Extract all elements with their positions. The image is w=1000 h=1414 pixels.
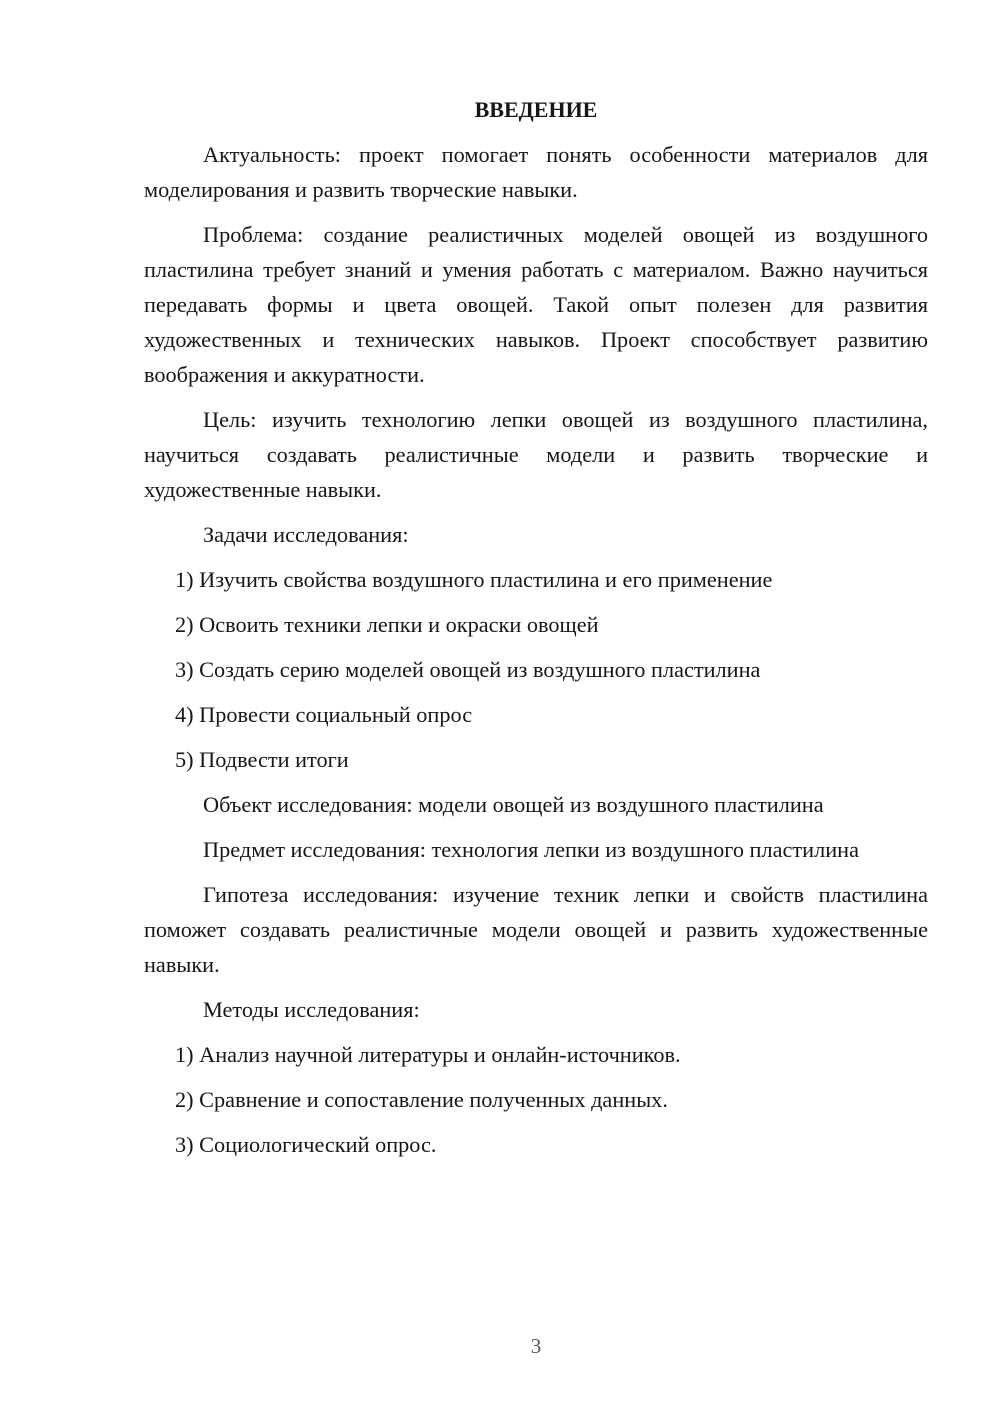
method-item: 3) Социологический опрос. <box>175 1132 437 1157</box>
task-item: 1) Изучить свойства воздушного пластилина и его применение <box>175 567 773 592</box>
goal-paragraph: Цель: изучить технологию лепки овощей из воздушного пластилина, научиться создавать реалистичные модели и развить творческие и художественные навыки. <box>144 407 928 502</box>
hypothesis-paragraph: Гипотеза исследования: изучение техник лепки и свойств пластилина поможет создавать реалистичные модели овощей и развить художественные навыки. <box>144 882 928 977</box>
page-number: 3 <box>530 1334 542 1358</box>
section-title: ВВЕДЕНИЕ <box>474 97 598 122</box>
task-item: 5) Подвести итоги <box>175 747 349 772</box>
object-paragraph: Объект исследования: модели овощей из воздушного пластилина <box>203 792 824 817</box>
tasks-list <box>144 562 928 777</box>
task-item: 2) Освоить техники лепки и окраски овощей <box>175 612 599 637</box>
task-item: 3) Создать серию моделей овощей из воздушного пластилина <box>175 657 761 682</box>
methods-list <box>144 1037 928 1162</box>
page-content <box>144 92 928 1172</box>
tasks-heading: Задачи исследования: <box>203 522 409 547</box>
method-item: 1) Анализ научной литературы и онлайн-источников. <box>175 1042 681 1067</box>
relevance-paragraph: Актуальность: проект помогает понять особенности материалов для моделирования и развить творческие навыки. <box>144 142 928 202</box>
subject-paragraph: Предмет исследования: технология лепки из воздушного пластилина <box>203 837 859 862</box>
problem-paragraph: Проблема: создание реалистичных моделей овощей из воздушного пластилина требует знаний и умения работать с материалом. Важно научиться передавать формы и цвета овощей. Такой опыт полезен для развития художественных и технических навыков. Проект способствует развитию воображения и аккуратности. <box>144 222 928 387</box>
methods-heading: Методы исследования: <box>203 997 420 1022</box>
method-item: 2) Сравнение и сопоставление полученных данных. <box>175 1087 668 1112</box>
task-item: 4) Провести социальный опрос <box>175 702 473 727</box>
